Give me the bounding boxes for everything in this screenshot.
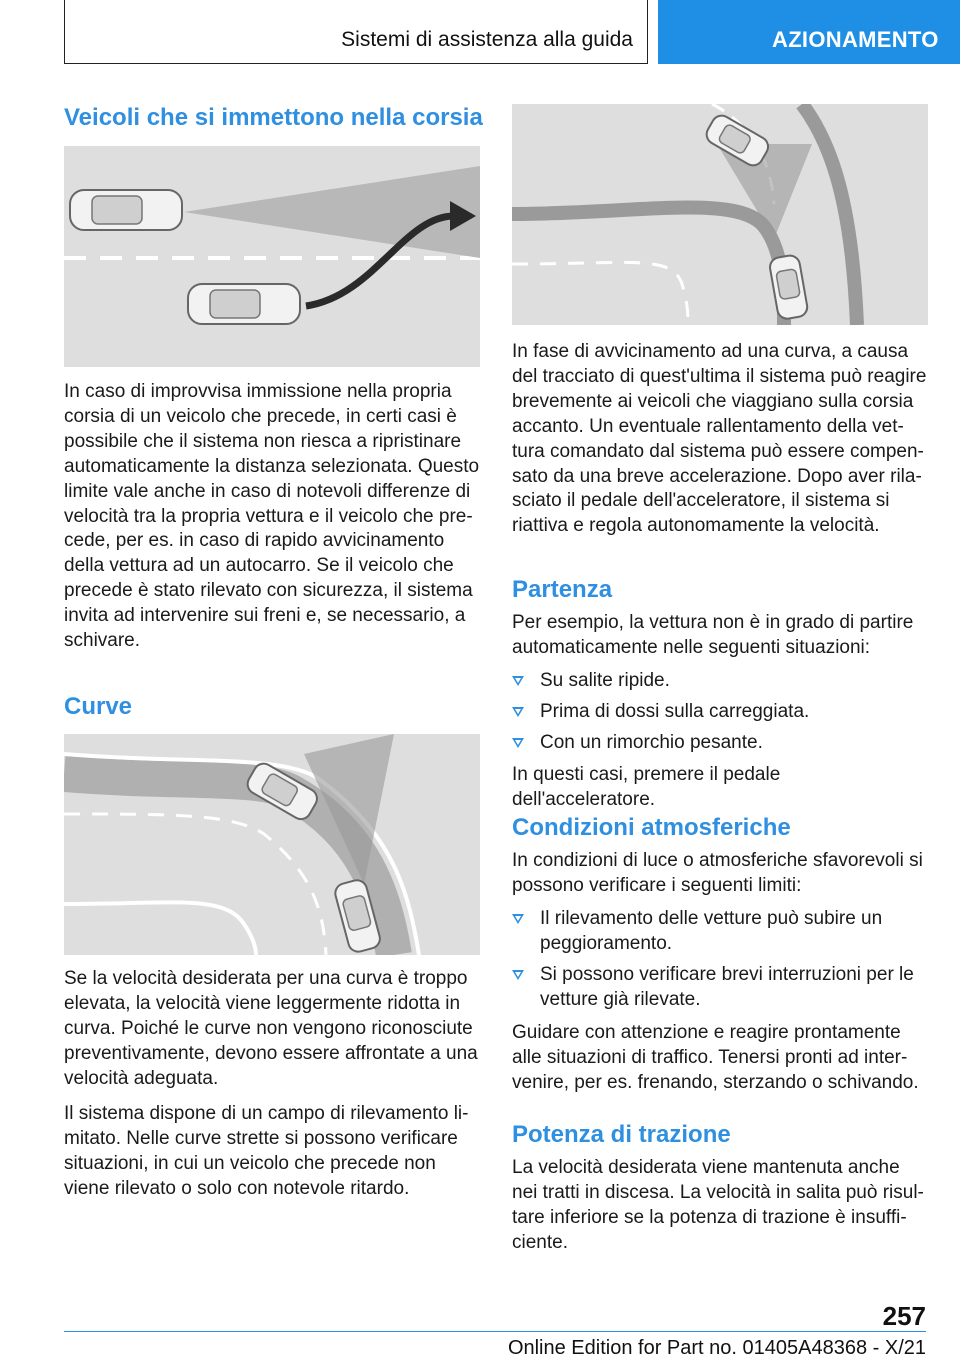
para-lane-cut-in: In caso di improvvisa immissione nella propria corsia di un veicolo che precede, in certi casi è possibile che il sistema non riesca a ripristinare automaticamente la distanza selezionata. Questo limite vale anche in caso di notevoli differenze di velocità tra la propria vettura e il veicolo che pre‐ cede, per es. in caso di rapido avvicinamento della vettura ad un autocarro. Se il veicolo che precede è stato rilevato con sicurezza, il sistema invita ad intervenire sui freni e, se necessario, a schivare. [64,381,480,652]
bullet-triangle-icon [512,970,524,980]
list-condizioni [512,907,928,1019]
figure-curve [64,734,480,955]
list-item: Con un rimorchio pesante. [512,731,928,756]
heading-veicoli: Veicoli che si immettono nella corsia [64,104,483,131]
footer-edition: Online Edition for Part no. 01405A48368 - X/21 [507,1337,926,1359]
list-item: Si possono verificare brevi interruzioni per le vetture già rilevate. [512,963,928,1013]
section-title: Sistemi di assistenza alla guida [341,28,633,51]
bullet-triangle-icon [512,707,524,717]
heading-curve: Curve [64,693,133,720]
bullet-triangle-icon [512,738,524,748]
list-item: Il rilevamento delle vetture può subire un peggioramento. [512,907,928,957]
page-number: 257 [882,1301,926,1331]
para-partenza-outro: In questi casi, premere il pedale dell'acceleratore. [512,764,781,810]
list-partenza [512,669,928,762]
car-icon [70,190,182,230]
para-adjacent-lane: In fase di avvicinamento ad una curva, a causa del tracciato di quest'ultima il sistema può reagire brevemente ai veicoli che viaggiano sulla corsia accanto. Un eventuale rallentamento della vet‐ tura comandato dal sistema può essere compen‐ sato da una breve accelerazione. Dopo aver rila‐ sciato il pedale dell'acceleratore, il sistema si riattiva e regola autonomamente la velocità. [512,341,927,537]
para-detection-range: Il sistema dispone di un campo di rilevamento li‐ mitato. Nelle curve strette si possono verificare situazioni, in cui un veicolo che precede non viene rilevato o solo con notevole ritardo. [64,1103,469,1199]
para-curve-speed: Se la velocità desiderata per una curva è troppo elevata, la velocità viene leggermente ridotta in curva. Poiché le curve non vengono riconosciute preventivamente, devono essere affrontate a una velocità adeguata. [64,968,478,1089]
heading-potenza: Potenza di trazione [512,1121,731,1148]
footer-divider [64,1331,926,1332]
heading-condizioni: Condizioni atmosferiche [512,814,791,841]
para-partenza-intro: Per esempio, la vettura non è in grado di partire automaticamente nelle seguenti situazioni: [512,612,914,658]
para-potenza: La velocità desiderata viene mantenuta anche nei tratti in discesa. La velocità in salita può risul‐ tare inferiore se la potenza di trazione è insuffi‐ ciente. [512,1157,924,1253]
running-header [64,0,648,64]
car-icon [188,284,300,324]
bullet-triangle-icon [512,676,524,686]
bullet-triangle-icon [512,914,524,924]
list-item: Prima di dossi sulla carreggiata. [512,700,928,725]
figure-adjacent-lane [512,104,928,325]
heading-partenza: Partenza [512,576,613,603]
list-item: Su salite ripide. [512,669,928,694]
para-condizioni-intro: In condizioni di luce o atmosferiche sfavorevoli si possono verificare i seguenti limiti: [512,850,923,896]
chapter-label: AZIONAMENTO [772,27,939,52]
chapter-tab[interactable] [658,0,960,64]
para-condizioni-outro: Guidare con attenzione e reagire prontamente alle situazioni di traffico. Tenersi pronti ad inter‐ venire, per es. frenando, sterzando o schivando. [512,1022,919,1093]
figure-lane-cut-in [64,146,480,367]
